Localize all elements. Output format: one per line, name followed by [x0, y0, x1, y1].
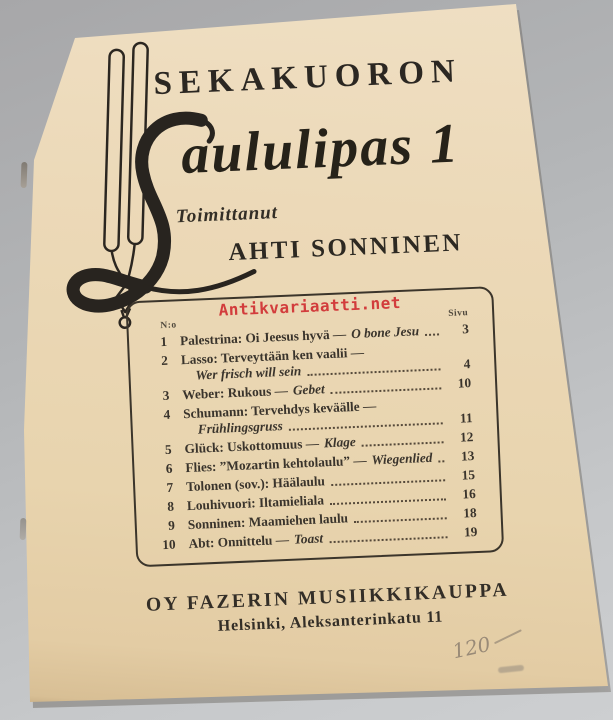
- toc-row-number: 2: [160, 352, 169, 369]
- toc-row-foreign-title: O bone Jesu: [350, 323, 420, 342]
- toc-rows: [145, 321, 478, 553]
- toc-row-number: 7: [166, 479, 174, 495]
- toc-row-title: Weber: Rukous —: [182, 382, 289, 403]
- dot-leader: [329, 536, 447, 543]
- dot-leader: [307, 368, 440, 376]
- dot-leader: [331, 387, 442, 394]
- dot-leader: [354, 517, 447, 523]
- toc-row-number: 4: [163, 406, 171, 423]
- toc-col-number: N:o: [160, 320, 177, 332]
- toc-row-title: Lasso: Terveyttään ken vaalii —: [180, 344, 365, 368]
- toc-row-foreign-title: Frühlingsgruss: [197, 418, 284, 437]
- toc-row-page: 18: [462, 504, 477, 521]
- staple-icon: [21, 162, 28, 188]
- toc-row-foreign-title: Wiegenlied: [371, 449, 433, 468]
- toc-row-title: Schumann: Tervehdys keväälle —: [182, 398, 377, 422]
- toc-row-page: 3: [461, 321, 470, 337]
- toc-col-page: Sivu: [448, 308, 469, 319]
- antikvariaatti-watermark: Antikvariaatti.net: [218, 292, 402, 320]
- toc-row-title: Palestrina: Oi Jeesus hyvä —: [179, 326, 347, 349]
- publisher-address: Helsinki, Aleksanterinkatu 11: [217, 608, 444, 635]
- toc-row-title: Louhivuori: Iltamieliala: [186, 492, 325, 514]
- toc-row-title: Tolonen (sov.): Häälaulu: [185, 473, 326, 495]
- toc-row-number: 3: [162, 387, 170, 404]
- toc-row-page: 12: [459, 429, 474, 445]
- staple-icon: [20, 518, 27, 540]
- toc-row-foreign-title: Wer frisch will sein: [195, 363, 302, 383]
- price-value: 120: [450, 631, 493, 664]
- toc-row-number: 6: [165, 460, 173, 476]
- toc-row-page: 10: [457, 375, 472, 391]
- toc-row-number: 9: [167, 517, 176, 533]
- toc-row-title: Glück: Uskottomuus —: [184, 435, 320, 457]
- publisher-name: OY FAZERIN MUSIIKKIKAUPPA: [145, 579, 510, 616]
- toc-row-number: 10: [161, 536, 176, 553]
- toc-row-page: 4: [463, 356, 471, 372]
- toc-row-foreign-title: Klage: [323, 433, 357, 451]
- toc-row-page: 15: [461, 467, 476, 483]
- toc-row-page: 13: [460, 448, 475, 464]
- dot-leader: [362, 441, 444, 446]
- dot-leader: [331, 479, 445, 486]
- series-title: SEKAKUORON: [152, 53, 463, 103]
- toc-row-page: 11: [459, 410, 473, 426]
- toc-row-foreign-title: Gebet: [292, 381, 325, 398]
- dot-leader: [438, 460, 444, 462]
- price-dash: [494, 629, 522, 644]
- toc-row-title: Sonninen: Maamiehen laulu: [187, 510, 349, 533]
- toc-row-number: 1: [160, 333, 168, 350]
- dot-leader: [425, 333, 439, 336]
- toc-row-number: 8: [167, 498, 175, 514]
- toc-row-number: 5: [164, 441, 172, 457]
- edited-by-label: Toimittanut: [175, 202, 279, 228]
- editor-name: AHTI SONNINEN: [227, 229, 464, 267]
- toc-row-page: 19: [463, 523, 478, 540]
- toc-row-title: Flies: ”Mozartin kehtolaulu” —: [185, 452, 367, 476]
- script-title: [107, 95, 513, 252]
- dot-leader: [330, 498, 446, 505]
- table-of-contents: [125, 286, 504, 567]
- script-title-text: aululipas 1: [180, 112, 462, 187]
- toc-row-page: 16: [462, 486, 477, 502]
- toc-row-title: Abt: Onnittelu —: [188, 531, 290, 552]
- dot-leader: [289, 422, 443, 430]
- toc-row-foreign-title: Toast: [293, 530, 324, 547]
